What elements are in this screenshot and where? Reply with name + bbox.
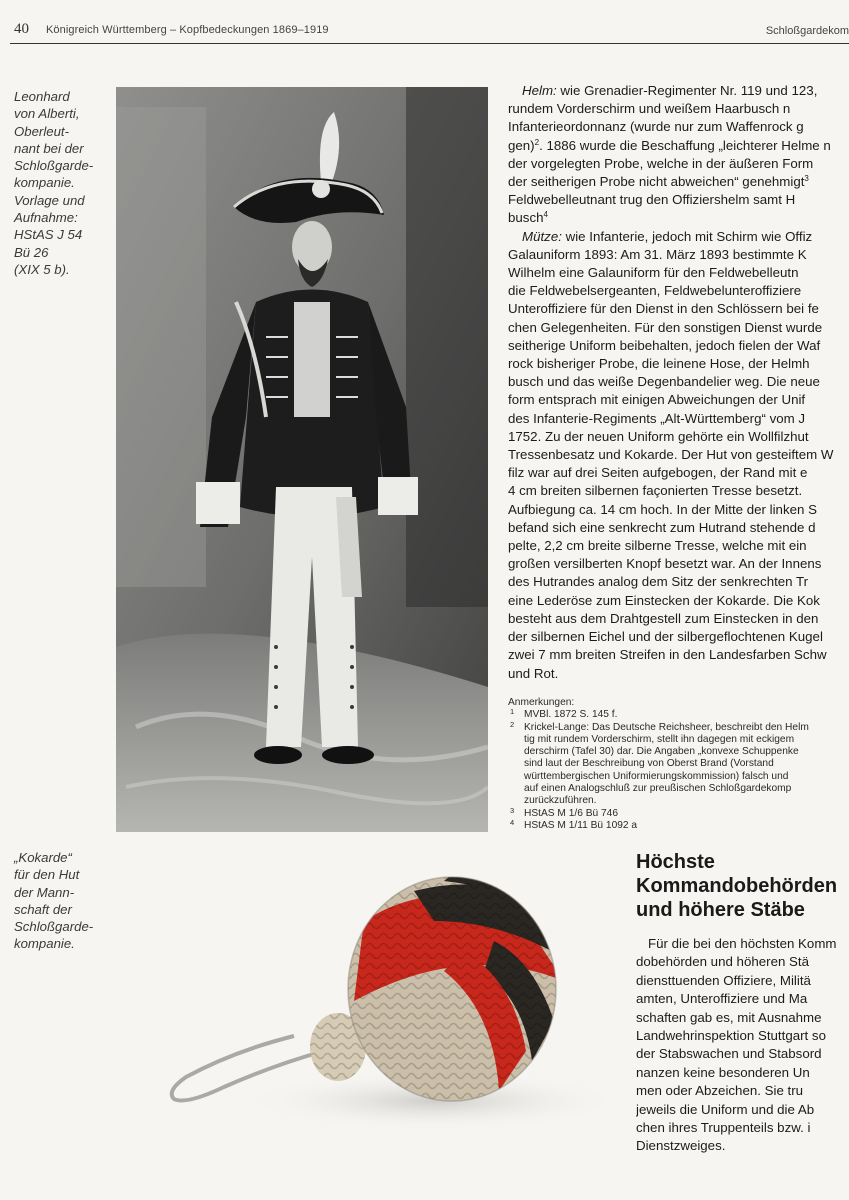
footnote-number: 4 <box>510 817 515 827</box>
section-line: Landwehrinspektion Stuttgart so <box>636 1028 826 1044</box>
body-line: rundem Vorderschirm und weißem Haarbusch n <box>508 101 791 117</box>
section-heading-line: und höhere Stäbe <box>636 899 805 921</box>
section-line: Dienstzweiges. <box>636 1138 726 1154</box>
caption-line: schaft der <box>14 901 72 917</box>
body-line: chen Gelegenheiten. Für den sonstigen Dienst wurde <box>508 319 823 335</box>
footnotes <box>508 697 849 832</box>
footnote-number: 3 <box>510 805 515 815</box>
body-line: des Infanterie-Regiments „Alt-Württemberg“ vom J <box>508 410 806 426</box>
section-line: der Stabswachen und Stabsord <box>636 1046 822 1062</box>
section-heading-line: Höchste <box>636 851 715 873</box>
page-number: 40 <box>14 21 29 37</box>
footnote-marker: 2 <box>534 137 540 147</box>
footnote-line: HStAS M 1/11 Bü 1092 a <box>524 819 638 831</box>
footnote-line: HStAS M 1/6 Bü 746 <box>524 807 619 819</box>
body-line: Unteroffiziere für den Dienst in den Schlössern bei fe <box>508 301 819 317</box>
body-line: zwei 7 mm breiten Streifen in den Landesfarben Schw <box>508 647 827 663</box>
caption-line: für den Hut <box>14 867 80 883</box>
caption-line: von Alberti, <box>14 106 80 122</box>
caption-line: kompanie. <box>14 175 75 191</box>
body-line: besteht aus dem Drahtgestell zum Einstecken in den <box>508 610 819 626</box>
section-line: diensttuenden Offiziere, Militä <box>636 972 811 988</box>
footnote-line: Krickel-Lange: Das Deutsche Reichsheer, beschreibt den Helm <box>524 721 809 733</box>
section-body <box>636 935 849 1156</box>
section-line: jeweils die Uniform und die Ab <box>636 1101 815 1117</box>
body-line: busch$^4$ <box>508 210 548 226</box>
body-line: Infanterieordonnanz (wurde nur zum Waffenrock g <box>508 119 804 135</box>
section-line: schaften gab es, mit Ausnahme <box>636 1009 822 1025</box>
caption-line: Schloßgarde- <box>14 919 94 935</box>
body-line: gen)$^2$. 1886 wurde die Beschaffung „leichterer Helme n <box>508 137 831 153</box>
body-line: und Rot. <box>508 665 559 681</box>
section-line: nanzen keine besonderen Un <box>636 1064 810 1080</box>
body-line: der silbernen Eichel und der silbergeflochtenen Kugel <box>508 629 823 645</box>
body-line: filz war auf drei Seiten aufgebogen, der Rand mit e <box>508 465 808 481</box>
caption-line: nant bei der <box>14 140 84 156</box>
portrait-photo <box>116 87 488 832</box>
body-line: Wilhelm eine Galauniform für den Feldwebelleutn <box>508 265 799 281</box>
caption-line: Vorlage und <box>14 192 85 208</box>
body-line: der seitherigen Probe nicht abweichen“ genehmigt$^3$ <box>508 174 809 190</box>
section-line: men oder Abzeichen. Sie tru <box>636 1083 804 1099</box>
body-line: großen versilberten Knopf besetzt war. An der Innens <box>508 556 822 572</box>
body-line: Helm: wie Grenadier-Regimenter Nr. 119 und 123, <box>522 83 818 98</box>
header-rule <box>10 43 849 44</box>
caption-line: Oberleut- <box>14 123 69 139</box>
footnote-number: 1 <box>510 707 515 717</box>
footnote-3 <box>508 805 849 820</box>
caption-line: HStAS J 54 <box>14 227 83 243</box>
footnote-line: zurückzuführen. <box>524 795 597 807</box>
footnote-line: tig mit rundem Vorderschirm, stellt ihn dagegen mit eckigem <box>524 733 795 745</box>
body-line: pelte, 2,2 cm breite silberne Tresse, welche mit ein <box>508 538 807 554</box>
body-line: Aufbiegung ca. 14 cm hoch. In der Mitte der linken S <box>508 501 817 517</box>
section-line: chen ihres Truppenteils bzw. i <box>636 1120 811 1136</box>
body-line: Galauniform 1893: Am 31. März 1893 bestimmte K <box>508 246 807 262</box>
footnote-line: derschirm (Tafel 30) dar. Die Angaben „konvexe Schuppenke <box>524 746 799 758</box>
muetze-lead: Mütze: <box>522 228 562 244</box>
body-line: die Feldwebelsergeanten, Feldwebelunteroffiziere <box>508 283 802 299</box>
running-title: Königreich Württemberg – Kopfbedeckungen 1869–1919 <box>46 24 329 36</box>
cockade-photo <box>114 851 624 1150</box>
footnote-line: sind laut der Beschreibung von Oberst Brand (Vorstand <box>524 758 774 770</box>
body-line: seitherige Uniform beibehalten, jedoch fielen der Waf <box>508 337 821 353</box>
caption-line: kompanie. <box>14 936 75 952</box>
footnote-1 <box>508 709 849 721</box>
body-line: rock bisheriger Probe, die leinene Hose, der Helmh <box>508 356 810 372</box>
footnote-line: württembergischen Uniformierungskommission) falsch und <box>524 770 789 782</box>
body-text <box>508 82 849 683</box>
footnote-line: auf einen Analogschluß zur preußischen Schloßgardekomp <box>524 783 792 795</box>
body-line: 1752. Zu der neuen Uniform gehörte ein Wollfilzhut <box>508 428 809 444</box>
section-heading-line: Kommandobehörden <box>636 875 838 897</box>
helm-lead: Helm: <box>522 83 557 98</box>
section-line: dobehörden und höheren Stä <box>636 954 810 970</box>
section-line: amten, Unteroffiziere und Ma <box>636 991 808 1007</box>
footnote-marker: 3 <box>804 174 809 184</box>
caption-line: Schloßgarde- <box>14 158 94 174</box>
footnote-number: 2 <box>510 719 515 729</box>
caption-line: (XIX 5 b). <box>14 261 70 277</box>
footnote-4 <box>508 817 849 832</box>
section-heading <box>636 850 849 922</box>
body-line: busch und das weiße Degenbandelier weg. Die neue <box>508 374 820 390</box>
body-line: 4 cm breiten silbernen façonierten Tresse besetzt. <box>508 483 803 499</box>
section-line: Für die bei den höchsten Komm <box>648 936 837 951</box>
caption-line: Bü 26 <box>14 244 49 260</box>
body-line: der vorgelegten Probe, welche in der äußeren Form <box>508 155 814 171</box>
body-line: form entsprach mit einigen Abweichungen der Unif <box>508 392 806 408</box>
body-line: befand sich eine senkrecht zum Hutrand stehende d <box>508 519 816 535</box>
footnote-marker: 4 <box>543 210 548 220</box>
footnote-2 <box>508 719 849 808</box>
body-line: Feldwebelleutnant trug den Offiziershelm samt H <box>508 192 796 208</box>
running-title-right: Schloßgardekom <box>765 25 849 37</box>
cockade-caption <box>14 849 93 953</box>
body-line: Mütze: wie Infanterie, jedoch mit Schirm wie Offiz <box>522 228 813 244</box>
portrait-caption <box>14 88 93 278</box>
body-line: des Hutrandes analog dem Sitz der senkrechten Tr <box>508 574 809 590</box>
body-line: eine Lederöse zum Einstecken der Kokarde. Die Kok <box>508 592 820 608</box>
footnote-line: MVBl. 1872 S. 145 f. <box>524 709 618 721</box>
page-header <box>0 0 849 44</box>
caption-line: „Kokarde“ <box>14 850 72 865</box>
caption-line: Aufnahme: <box>14 210 78 226</box>
caption-line: Leonhard <box>14 89 70 104</box>
footnotes-heading: Anmerkungen: <box>508 697 575 708</box>
body-line: Tressenbesatz und Kokarde. Der Hut von gesteiftem W <box>508 447 834 463</box>
caption-line: der Mann- <box>14 884 75 900</box>
